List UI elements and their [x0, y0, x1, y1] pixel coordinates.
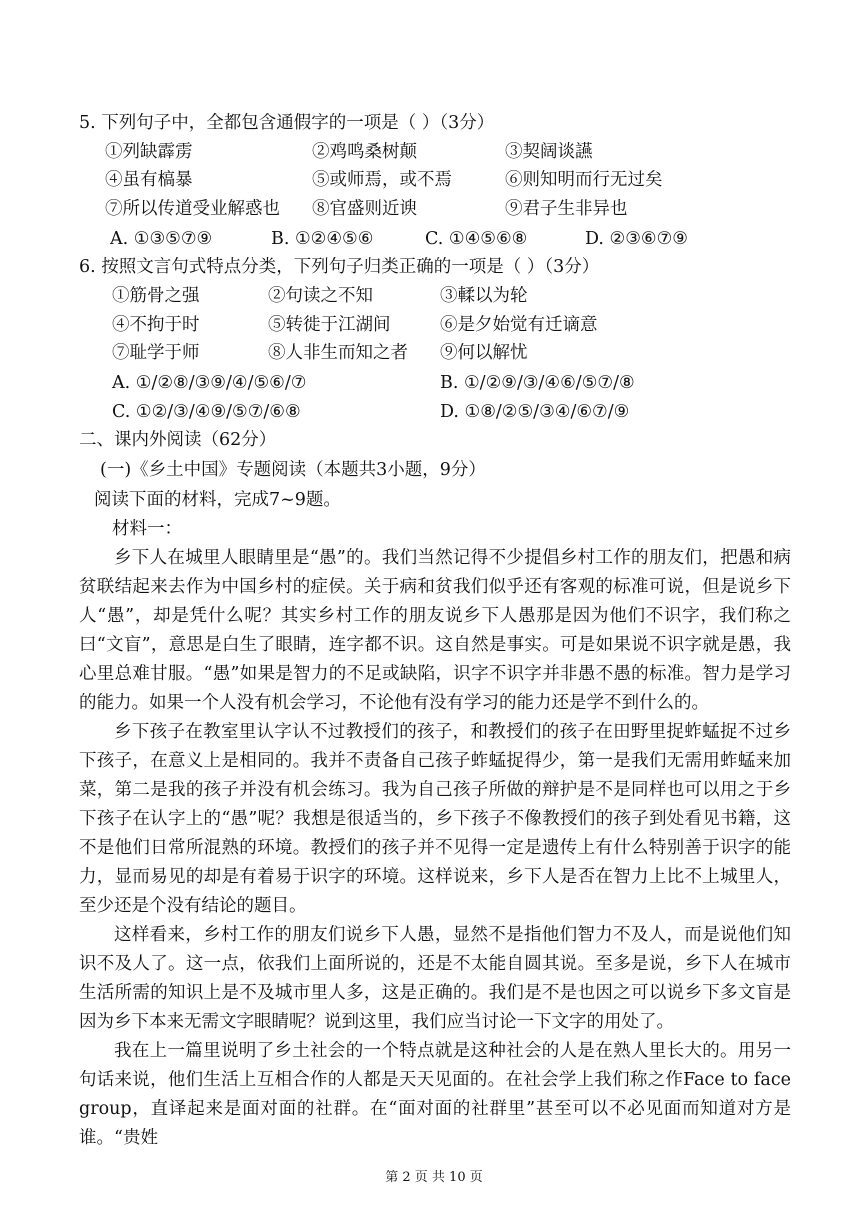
q6-option-b: B. ①/②⑨/③/④⑥/⑤⑦/⑧ [440, 373, 635, 393]
q6-item: ⑨何以解忧 [440, 343, 528, 363]
q5-item: ⑥则知明而行无过矣 [505, 170, 663, 190]
section-heading: 二、课内外阅读（62分） [79, 430, 277, 450]
q6-item: ②句读之不知 [268, 286, 373, 306]
q5-item: ⑨君子生非异也 [505, 199, 628, 219]
instruction: 阅读下面的材料，完成7~9题。 [94, 490, 341, 510]
q6-item: ①筋骨之强 [112, 286, 200, 306]
q5-item: ③契阔谈讌 [505, 142, 593, 162]
q6-item: ⑥是夕始觉有迁谪意 [440, 315, 598, 335]
paragraph-3: 这样看来，乡村工作的朋友们说乡下人愚，显然不是指他们智力不及人，而是说他们知识不及人了。这一点，依我们上面所说的，还是不太能自圆其说。至多是说，乡下人在城市生活所需的知识上是不及城市里人多，这是正确的。我们是不是也因之可以说乡下多文盲是因为乡下本来无需文字眼睛呢？说到这里，我们应当讨论一下文字的用处了。 [79, 925, 791, 1032]
q6-item: ⑤转徙于江湖间 [268, 315, 391, 335]
material-label: 材料一： [112, 519, 182, 539]
q5-item: ⑤或师焉，或不焉 [312, 170, 452, 190]
q6-option-d: D. ①⑧/②⑤/③④/⑥⑦/⑨ [440, 402, 630, 422]
q5-option-d: D. ②③⑥⑦⑨ [585, 229, 688, 249]
page-footer: 第 2 页 共 10 页 [385, 1170, 483, 1185]
subsection-heading: (一)《乡土中国》专题阅读（本题共3小题，9分） [100, 460, 486, 480]
q5-item: ⑧官盛则近谀 [312, 199, 417, 219]
q6-item: ③輮以为轮 [440, 286, 528, 306]
q6-item: ⑧人非生而知之者 [268, 343, 408, 363]
q5-stem: 5. 下列句子中，全都包含通假字的一项是（ ）（3分） [79, 113, 495, 133]
paragraph-4: 我在上一篇里说明了乡土社会的一个特点就是这种社会的人是在熟人里长大的。用另一句话来说，他们生活上互相合作的人都是天天见面的。在社会学上我们称之作Face to face group，直译起来是面对面的社群。在“面对面的社群里”甚至可以不必见面而知道对方是谁。“贵姓 [79, 1041, 791, 1148]
q5-option-b: B. ①②④⑤⑥ [271, 229, 374, 249]
q6-item: ⑦耻学于师 [112, 343, 200, 363]
q5-item: ①列缺霹雳 [105, 142, 193, 162]
q6-option-c: C. ①②/③/④⑨/⑤⑦/⑥⑧ [112, 402, 301, 422]
q5-item: ②鸡鸣桑树颠 [312, 142, 417, 162]
q5-item: ④虽有槁暴 [105, 170, 193, 190]
q6-option-a: A. ①/②⑧/③⑨/④/⑤⑥/⑦ [112, 373, 307, 393]
paragraph-1: 乡下人在城里人眼睛里是“愚”的。我们当然记得不少提倡乡村工作的朋友们，把愚和病贫联结起来去作为中国乡村的症侯。关于病和贫我们似乎还有客观的标准可说，但是说乡下人“愚”，却是凭什么呢？其实乡村工作的朋友说乡下人愚那是因为他们不识字，我们称之曰“文盲”，意思是白生了眼睛，连字都不识。这自然是事实。可是如果说不识字就是愚，我心里总难甘服。“愚”如果是智力的不足或缺陷，识字不识字并非愚不愚的标准。智力是学习的能力。如果一个人没有机会学习，不论他有没有学习的能力还是学不到什么的。 [79, 548, 791, 713]
q5-item: ⑦所以传道受业解惑也 [105, 199, 280, 219]
q5-option-c: C. ①④⑤⑥⑧ [425, 229, 528, 249]
q5-option-a: A. ①③⑤⑦⑨ [110, 229, 213, 249]
q6-item: ④不拘于时 [112, 315, 200, 335]
paragraph-2: 乡下孩子在教室里认字认不过教授们的孩子，和教授们的孩子在田野里捉蚱蜢捉不过乡下孩子，在意义上是相同的。我并不责备自己孩子蚱蜢捉得少，第一是我们无需用蚱蜢来加菜，第二是我的孩子并没有机会练习。我为自己孩子所做的辩护是不是同样也可以用之于乡下孩子在认字上的“愚”呢？我想是很适当的，乡下孩子不像教授们的孩子到处看见书籍，这不是他们日常所混熟的环境。教授们的孩子并不见得一定是遗传上有什么特别善于识字的能力，显而易见的却是有着易于识字的环境。这样说来，乡下人是否在智力上比不上城里人，至少还是个没有结论的题目。 [79, 722, 791, 916]
q6-stem: 6. 按照文言句式特点分类，下列句子归类正确的一项是（ ）（3分） [79, 257, 600, 277]
